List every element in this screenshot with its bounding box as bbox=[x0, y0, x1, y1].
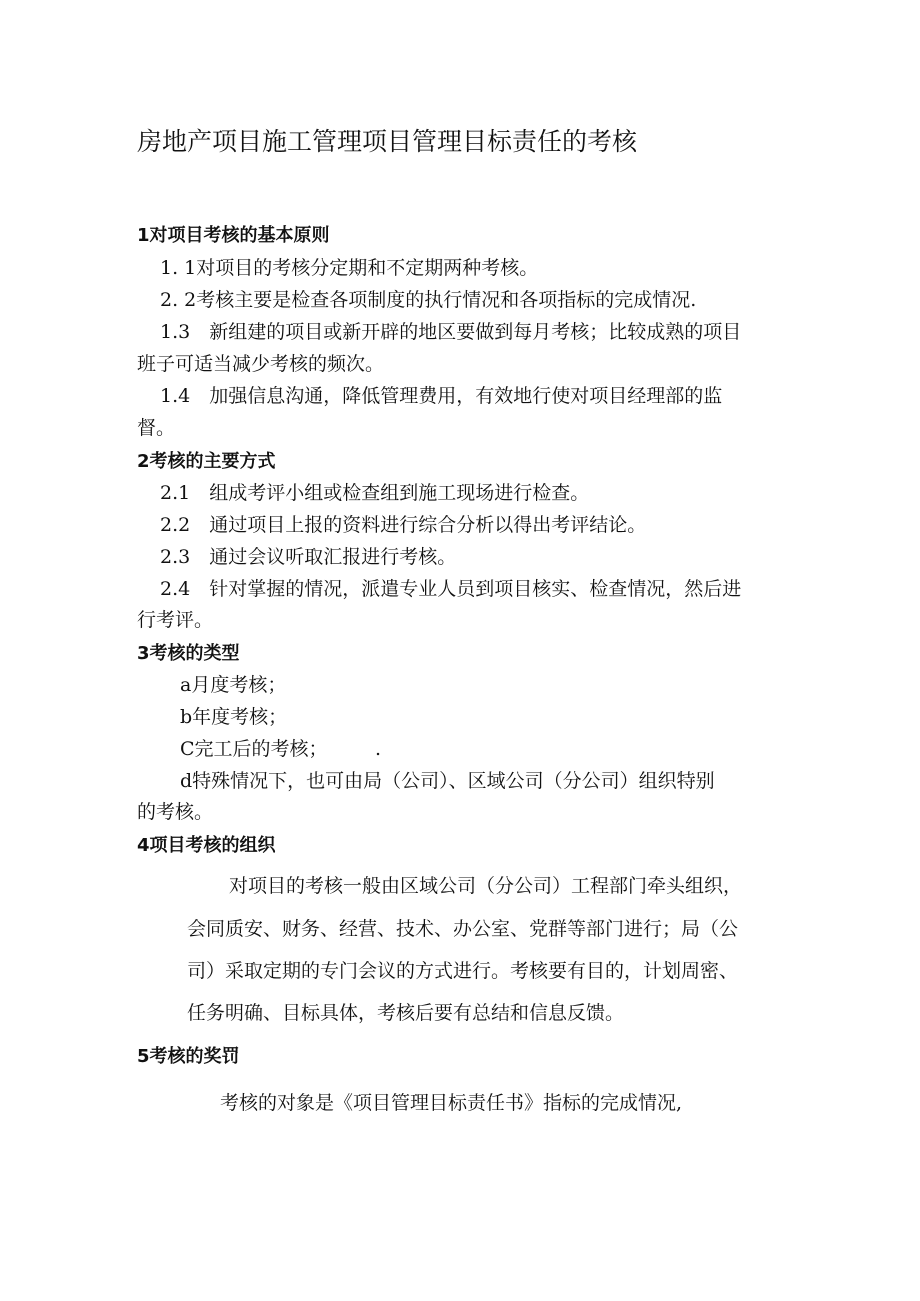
section-2-line-5: 行考评。 bbox=[137, 609, 214, 631]
section-heading-2: 2考核的主要方式 bbox=[137, 451, 276, 472]
section-2-line-4: 2.4 针对掌握的情况，派遣专业人员到项目核实、检查情况，然后进 bbox=[160, 578, 742, 600]
section-3-line-2: b年度考核； bbox=[180, 706, 288, 728]
section-2-line-2: 2.2 通过项目上报的资料进行综合分析以得出考评结论。 bbox=[160, 514, 647, 536]
document-title: 房地产项目施工管理项目管理目标责任的考核 bbox=[137, 127, 638, 156]
section-5-line-1: 考核的对象是《项目管理目标责任书》指标的完成情况, bbox=[220, 1092, 683, 1114]
section-heading-1: 1对项目考核的基本原则 bbox=[137, 225, 330, 246]
section-4-line-4: 任务明确、目标具体，考核后要有总结和信息反馈。 bbox=[187, 1002, 625, 1024]
section-3-line-1: a月度考核； bbox=[180, 674, 287, 696]
section-4-line-1: 对项目的考核一般由区域公司（分公司）工程部门牵头组织， bbox=[229, 875, 743, 897]
section-1-line-3: 1.3 新组建的项目或新开辟的地区要做到每月考核；比较成熟的项目 bbox=[160, 321, 742, 343]
section-4-line-3: 司）采取定期的专门会议的方式进行。考核要有目的，计划周密、 bbox=[187, 960, 739, 982]
section-4-line-2: 会同质安、财务、经营、技术、办公室、党群等部门进行；局（公 bbox=[187, 918, 739, 940]
section-3-line-4: d特殊情况下，也可由局（公司）、区域公司（分公司）组织特别 bbox=[180, 770, 715, 792]
section-1-line-2: 2. 2考核主要是检查各项制度的执行情况和各项指标的完成情况. bbox=[160, 289, 697, 311]
section-1-line-4: 班子可适当减少考核的频次。 bbox=[137, 353, 385, 375]
section-3-line-5: 的考核。 bbox=[137, 801, 214, 823]
section-heading-3: 3考核的类型 bbox=[137, 643, 240, 664]
section-2-line-3: 2.3 通过会议听取汇报进行考核。 bbox=[160, 546, 457, 568]
section-1-line-1: 1. 1对项目的考核分定期和不定期两种考核。 bbox=[160, 257, 539, 279]
section-heading-4: 4项目考核的组织 bbox=[137, 835, 276, 856]
section-2-line-1: 2.1 组成考评小组或检查组到施工现场进行检查。 bbox=[160, 482, 590, 504]
section-heading-5: 5考核的奖罚 bbox=[137, 1046, 240, 1067]
section-1-line-6: 督。 bbox=[137, 417, 176, 439]
section-3-line-3: C完工后的考核； . bbox=[180, 738, 382, 760]
section-1-line-5: 1.4 加强信息沟通，降低管理费用，有效地行使对项目经理部的监 bbox=[160, 385, 723, 407]
